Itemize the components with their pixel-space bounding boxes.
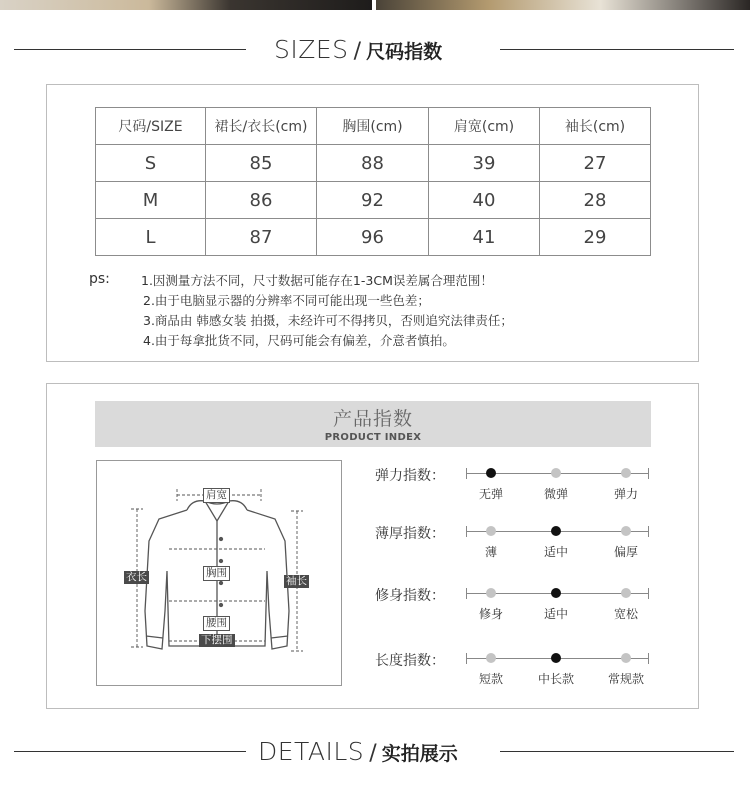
index-dot bbox=[486, 526, 496, 536]
index-dot bbox=[621, 468, 631, 478]
track-tick bbox=[466, 588, 467, 599]
index-dot bbox=[486, 653, 496, 663]
index-row-fit bbox=[375, 585, 655, 625]
index-option-label: 宽松 bbox=[613, 607, 638, 621]
product-index-banner bbox=[95, 401, 651, 447]
garment-measurement-diagram bbox=[96, 460, 342, 686]
index-row-length bbox=[375, 650, 655, 690]
divider-line bbox=[14, 49, 246, 50]
table-cell: 39 bbox=[429, 145, 540, 182]
size-table bbox=[95, 107, 651, 256]
index-option-label: 偏厚 bbox=[613, 545, 638, 559]
table-cell: 40 bbox=[429, 182, 540, 219]
details-title-separator: / bbox=[369, 741, 377, 766]
garment-label-hem: 下摆围 bbox=[201, 634, 233, 646]
table-cell: 27 bbox=[540, 145, 651, 182]
table-cell: L bbox=[96, 219, 206, 256]
garment-label-chest: 胸围 bbox=[203, 566, 230, 581]
product-photo-left bbox=[0, 0, 372, 10]
table-header-cell: 裙长/衣长(cm) bbox=[206, 108, 317, 145]
product-index-title-en: PRODUCT INDEX bbox=[324, 432, 422, 443]
table-cell: 92 bbox=[317, 182, 429, 219]
index-dot bbox=[621, 526, 631, 536]
divider-line bbox=[500, 751, 734, 752]
index-option-label: 适中 bbox=[543, 607, 568, 621]
product-photo-strip bbox=[0, 0, 750, 10]
index-row-label: 弹力指数： bbox=[375, 468, 445, 484]
details-section-header bbox=[0, 732, 750, 772]
index-option-label: 适中 bbox=[543, 545, 568, 559]
table-cell: M bbox=[96, 182, 206, 219]
divider-line bbox=[14, 751, 246, 752]
sizes-title bbox=[274, 30, 442, 70]
table-row bbox=[96, 182, 651, 219]
garment-label-waist: 腰围 bbox=[203, 616, 230, 631]
index-dot bbox=[551, 588, 561, 598]
divider-line bbox=[500, 49, 734, 50]
details-title-cn: 实拍展示 bbox=[381, 743, 458, 765]
track-tick bbox=[466, 653, 467, 664]
garment-label-length: 衣长 bbox=[126, 571, 147, 583]
size-chart-panel bbox=[46, 84, 699, 362]
note-line: 1.因测量方法不同，尺寸数据可能存在1-3CM误差属合理范围！ bbox=[141, 273, 493, 288]
index-option-label: 修身 bbox=[478, 607, 503, 621]
table-header-cell: 袖长(cm) bbox=[540, 108, 651, 145]
track-tick bbox=[648, 468, 649, 479]
index-dot bbox=[621, 653, 631, 663]
table-row bbox=[96, 219, 651, 256]
track-tick bbox=[648, 588, 649, 599]
note-line: 4.由于每拿批货不同，尺码可能会有偏差，介意者慎拍。 bbox=[143, 333, 455, 348]
note-line: 2.由于电脑显示器的分辨率不同可能出现一些色差； bbox=[143, 293, 430, 308]
index-option-label: 短款 bbox=[478, 672, 503, 686]
index-dot bbox=[551, 526, 561, 536]
table-cell: 85 bbox=[206, 145, 317, 182]
product-index-title-cn: 产品指数 bbox=[332, 408, 413, 430]
sizes-title-cn: 尺码指数 bbox=[366, 41, 443, 63]
index-row-elasticity bbox=[375, 465, 655, 505]
table-header-cell: 尺码/SIZE bbox=[96, 108, 206, 145]
garment-label-sleeve: 袖长 bbox=[286, 575, 307, 587]
sizes-title-separator: / bbox=[353, 39, 362, 64]
track-tick bbox=[648, 526, 649, 537]
note-line: 3.商品由 韩感女装 拍摄，未经许可不得拷贝，否则追究法律责任； bbox=[143, 313, 513, 328]
index-option-label: 常规款 bbox=[607, 672, 644, 686]
product-index-panel bbox=[46, 383, 699, 709]
table-cell: S bbox=[96, 145, 206, 182]
sizes-title-en: SIZES bbox=[274, 35, 349, 64]
garment-label-shoulder: 肩宽 bbox=[203, 488, 230, 503]
table-row bbox=[96, 145, 651, 182]
details-title-en: DETAILS bbox=[258, 737, 365, 766]
track-tick bbox=[466, 526, 467, 537]
index-row-thickness bbox=[375, 523, 655, 563]
index-row-label: 修身指数： bbox=[375, 588, 445, 604]
details-title bbox=[258, 732, 458, 772]
table-header-row bbox=[96, 108, 651, 145]
table-cell: 87 bbox=[206, 219, 317, 256]
index-option-label: 薄 bbox=[484, 545, 497, 559]
table-cell: 41 bbox=[429, 219, 540, 256]
index-option-label: 无弹 bbox=[478, 487, 503, 501]
index-dot bbox=[486, 468, 496, 478]
index-dot bbox=[551, 468, 561, 478]
notes-prefix: ps: bbox=[89, 271, 110, 287]
index-dot bbox=[621, 588, 631, 598]
sizes-section-header bbox=[0, 30, 750, 70]
table-cell: 29 bbox=[540, 219, 651, 256]
index-dot bbox=[486, 588, 496, 598]
table-header-cell: 胸围(cm) bbox=[317, 108, 429, 145]
track-tick bbox=[648, 653, 649, 664]
index-option-label: 中长款 bbox=[537, 672, 574, 686]
table-header-cell: 肩宽(cm) bbox=[429, 108, 540, 145]
index-dot bbox=[551, 653, 561, 663]
track-tick bbox=[466, 468, 467, 479]
table-cell: 86 bbox=[206, 182, 317, 219]
index-option-label: 微弹 bbox=[543, 487, 568, 501]
index-row-label: 长度指数： bbox=[375, 653, 445, 669]
table-cell: 28 bbox=[540, 182, 651, 219]
product-photo-right bbox=[376, 0, 750, 10]
index-option-label: 弹力 bbox=[613, 487, 638, 501]
index-row-label: 薄厚指数： bbox=[375, 526, 445, 542]
table-cell: 96 bbox=[317, 219, 429, 256]
table-cell: 88 bbox=[317, 145, 429, 182]
